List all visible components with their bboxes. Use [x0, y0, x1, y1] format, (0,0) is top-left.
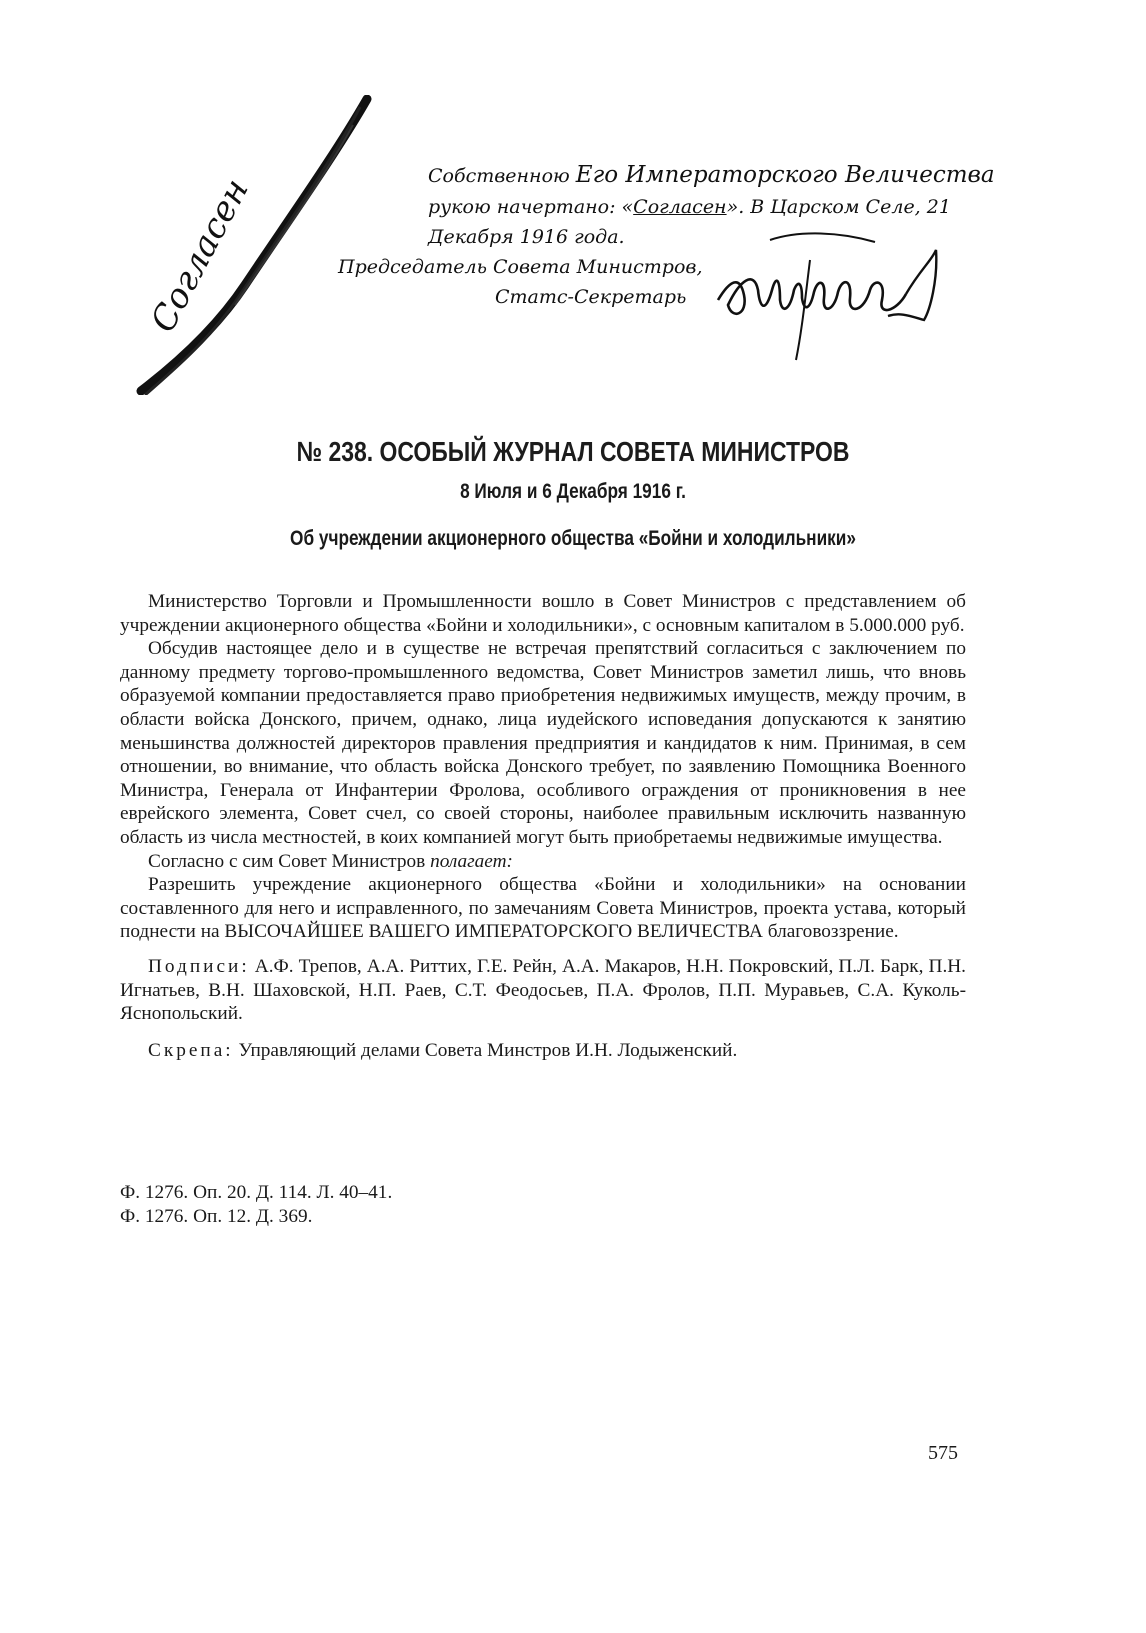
handwritten-note-line-1: Собственною Его Императорского Величества	[428, 162, 995, 188]
handwritten-note-line-2: рукою начертано: «Согласен». В Царском Селе, 21	[428, 196, 951, 218]
paragraph-3: Согласно с сим Совет Министров полагает:	[148, 850, 513, 872]
archive-references	[120, 1181, 392, 1229]
document-body	[120, 590, 966, 1062]
paragraph-2: Обсудив настоящее дело и в существе не встречая препятствий согласиться с заключением по данному предмету торгово-промышленного ведомства, Совет Министров заметил лишь, что вновь образуемой компании предоставляется право приобретения недвижимых имуществ, между прочим, в области войска Донского, причем, однако, лица иудейского исповедания допускаются к занятию меньшинства должностей директоров правления предприятия и кандидатов к ним. Принимая, в сем отношении, во внимание, что область войска Донского требует, по заявлению Помощника Военного Министра, Генерала от Инфантерии Фролова, особливого ограждения от проникновения в нее еврейского элемента, Совет счел, со своей стороны, наиболее правильным исключить названную область из числа местностей, в коих компанией могут быть приобретаемы недвижимые имущества.	[120, 638, 966, 848]
resolution-pen-stroke	[135, 95, 375, 395]
clerk-paragraph: Скрепа: Управляющий делами Совета Минстров И.Н. Лодыженский.	[148, 1039, 738, 1061]
resolution-paragraph: Разрешить учреждение акционерного общества «Бойни и холодильники» на основании составленного для него и исправленного, по замечаниям Совета Министров, проекта устава, который поднести на ВЫСОЧАЙШЕЕ ВАШЕГО ИМПЕРАТОРСКОГО ВЕЛИЧЕСТВА благовоззрение.	[120, 874, 966, 943]
signatures-paragraph: Подписи: А.Ф. Трепов, А.А. Риттих, Г.Е. Рейн, А.А. Макаров, Н.Н. Покровский, П.Л. Барк, П.Н. Игнатьев, В.Н. Шаховской, Н.П. Раев, С.Т. Феодосьев, П.А. Фролов, П.П. Муравьев, С.А. Куколь-Яснопольский.	[120, 955, 967, 1025]
paragraph-1: Министерство Торговли и Промышленности вошло в Совет Министров с представлением об учреждении акционерного общества «Бойни и холодильники», с основным капиталом в 5.000.000 руб.	[120, 591, 966, 636]
imperial-resolution-handwriting	[135, 95, 375, 395]
archive-reference-2: Ф. 1276. Оп. 12. Д. 369.	[120, 1206, 313, 1227]
document-title: № 238. ОСОБЫЙ ЖУРНАЛ СОВЕТА МИНИСТРОВ	[296, 436, 850, 467]
resolution-word: Согласен	[143, 172, 257, 339]
chairman-signature	[710, 220, 950, 370]
handwritten-note-line-4: Председатель Совета Министров,	[338, 256, 703, 278]
document-date: 8 Июля и 6 Декабря 1916 г.	[460, 480, 686, 503]
document-subject: Об учреждении акционерного общества «Бойни и холодильники»	[290, 527, 856, 550]
archive-reference-1: Ф. 1276. Оп. 20. Д. 114. Л. 40–41.	[120, 1182, 393, 1203]
page-number: 575	[928, 1442, 958, 1464]
handwritten-note-line-5: Статс-Секретарь	[495, 286, 687, 308]
handwritten-note-line-3: Декабря 1916 года.	[428, 226, 625, 248]
